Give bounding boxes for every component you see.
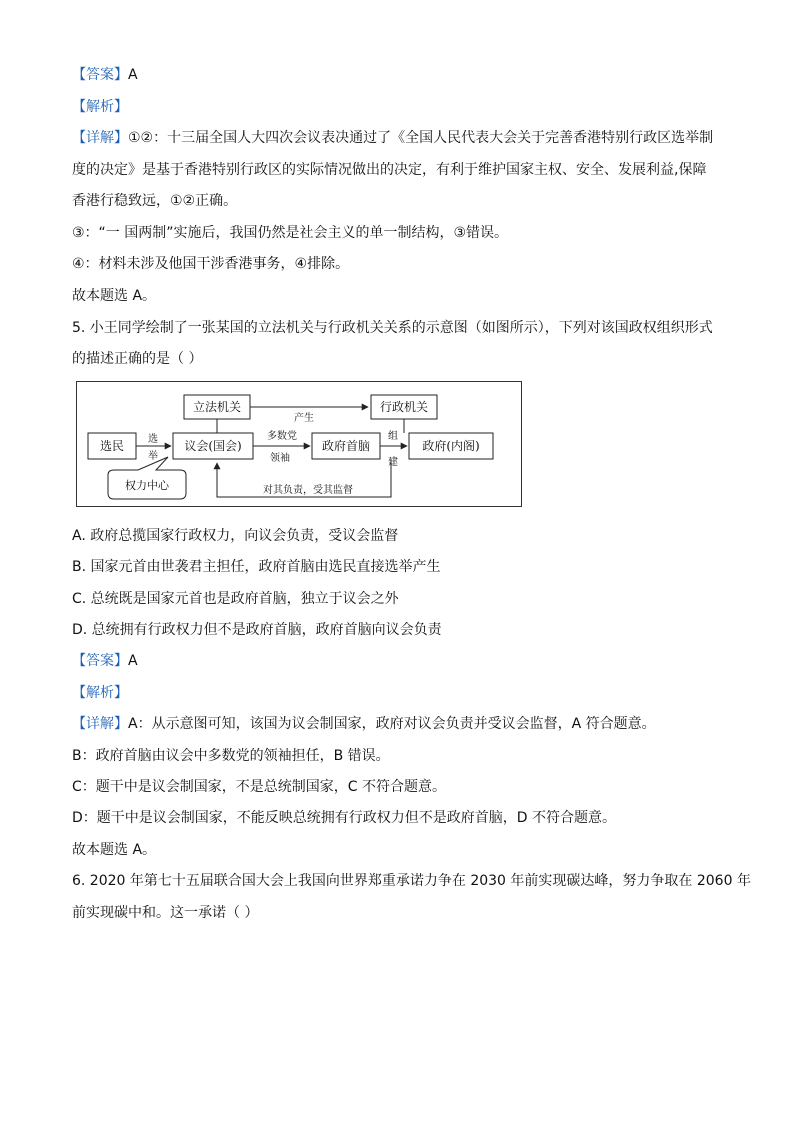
responsible-label: 对其负责，受其监督 <box>263 485 353 496</box>
q4-item-3: ③：“一 国两制”实施后，我国仍然是社会主义的单一制结构，③错误。 <box>72 225 509 241</box>
q6-stem-line-2: 前实现碳中和。这一承诺（ ） <box>72 905 259 921</box>
q4-detail-line-2: 度的决定》是基于香港特别行政区的实际情况做出的决定，有利于维护国家主权、安全、发展利益,保障 <box>72 162 707 178</box>
answer-tag: 【答案】 <box>72 67 128 83</box>
q5-stem-line-2: 的描述正确的是（ ） <box>72 351 203 367</box>
voters-label: 选民 <box>99 439 125 453</box>
q5-detail-a <box>72 714 722 734</box>
political-structure-diagram <box>76 381 522 507</box>
q4-answer <box>72 65 722 85</box>
cabinet-label: 政府(内阁) <box>422 439 480 453</box>
detail-tag: 【详解】 <box>72 130 128 146</box>
q5-conclusion: 故本题选 A。 <box>72 842 157 858</box>
detail-text: A：从示意图可知，该国为议会制国家，政府对议会负责并受议会监督，A 符合题意。 <box>128 716 656 732</box>
q5-stem-line-1: 5. 小王同学绘制了一张某国的立法机关与行政机关关系的示意图（如图所示），下列对该国政权组织形式 <box>72 320 713 336</box>
answer-value: A <box>128 653 138 669</box>
detail-tag: 【详解】 <box>72 716 128 732</box>
elect-label-2: 举 <box>148 451 158 462</box>
q5-detail-c: C：题干中是议会制国家，不是总统制国家，C 不符合题意。 <box>72 779 446 795</box>
q5-option-b: B. 国家元首由世袭君主担任，政府首脑由选民直接选举产生 <box>72 559 441 575</box>
q4-item-4: ④：材料未涉及他国干涉香港事务，④排除。 <box>72 256 350 272</box>
q6-stem-line-1: 6. 2020 年第七十五届联合国大会上我国向世界郑重承诺力争在 2030 年前实现碳达峰，努力争取在 2060 年 <box>72 873 751 889</box>
q5-answer <box>72 651 722 671</box>
majority-label: 多数党 <box>267 431 297 442</box>
q4-analysis-tag: 【解析】 <box>72 99 128 115</box>
q4-conclusion: 故本题选 A。 <box>72 288 157 304</box>
form-label-1: 组 <box>388 431 398 442</box>
detail-text: ①②：十三届全国人大四次会议表决通过了《全国人民代表大会关于完善香港特别行政区选举制 <box>128 130 714 146</box>
q5-option-c: C. 总统既是国家元首也是政府首脑，独立于议会之外 <box>72 591 399 607</box>
leader-label: 领袖 <box>270 453 290 464</box>
answer-tag: 【答案】 <box>72 653 128 669</box>
q5-analysis-tag: 【解析】 <box>72 685 128 701</box>
parliament-label: 议会(国会) <box>184 439 242 453</box>
q5-detail-b: B：政府首脑由议会中多数党的领袖担任，B 错误。 <box>72 748 390 764</box>
q4-detail-line-3: 香港行稳致远，①②正确。 <box>72 193 238 209</box>
q5-detail-d: D：题干中是议会制国家，不能反映总统拥有行政权力但不是政府首脑，D 不符合题意。 <box>72 810 617 826</box>
elect-label-1: 选 <box>148 434 158 445</box>
answer-value: A <box>128 67 138 83</box>
q5-option-a: A. 政府总揽国家行政权力，向议会负责，受议会监督 <box>72 528 399 544</box>
q4-detail-line-1 <box>72 128 722 148</box>
q5-option-d: D. 总统拥有行政权力但不是政府首脑，政府首脑向议会负责 <box>72 622 442 638</box>
produce-label: 产生 <box>294 413 314 424</box>
head-label: 政府首脑 <box>321 439 371 453</box>
power-center-label: 权力中心 <box>125 479 169 492</box>
form-label-2: 建 <box>388 457 398 468</box>
executive-label: 行政机关 <box>379 400 429 414</box>
legislature-label: 立法机关 <box>192 400 242 414</box>
